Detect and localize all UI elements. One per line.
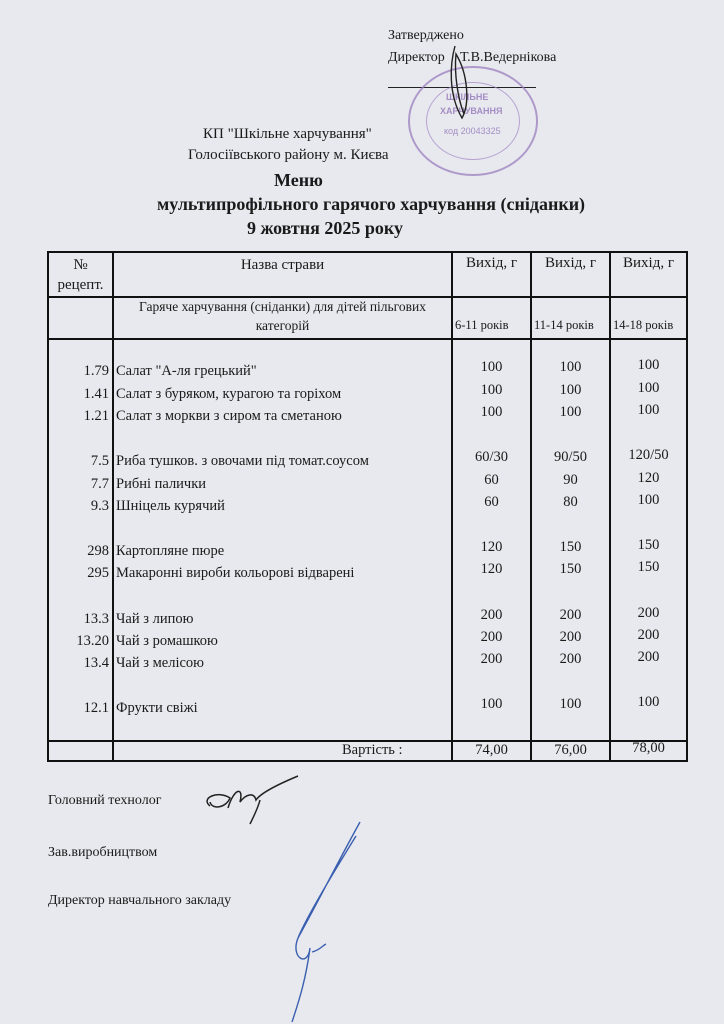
- dish-name: Картопляне пюре: [116, 543, 225, 559]
- row-divider: [47, 296, 688, 298]
- stamp-text-1: ШКІЛЬНЕ: [446, 92, 489, 102]
- output-11-14: 150: [559, 561, 582, 577]
- signature-school-director: Директор навчального закладу: [48, 893, 232, 908]
- dish-name: Шніцель курячий: [116, 498, 225, 514]
- output-11-14: 200: [559, 651, 582, 667]
- menu-date: 9 жовтня 2025 року: [247, 218, 404, 238]
- recipe-number: 9.3: [90, 498, 109, 514]
- recipe-number: 7.7: [90, 476, 109, 492]
- output-11-14: 100: [559, 404, 582, 420]
- output-11-14: 100: [559, 382, 582, 398]
- organization-name: КП "Шкільне харчування": [203, 126, 372, 142]
- age-group-1: 6-11 років: [455, 318, 509, 332]
- category-line-1: Гаряче харчування (сніданки) для дітей пільгових: [139, 299, 426, 314]
- header-output-1: Вихід, г: [466, 255, 517, 271]
- signature-production-head: Зав.виробництвом: [48, 845, 158, 860]
- recipe-number: 1.41: [83, 386, 109, 402]
- output-14-18: 100: [637, 492, 660, 508]
- recipe-number: 13.20: [76, 633, 109, 649]
- header-recipe-no-2: рецепт.: [57, 277, 104, 293]
- dish-name: Чай з ромашкою: [116, 633, 218, 649]
- output-14-18: 200: [637, 627, 660, 643]
- dish-name: Салат з буряком, курагою та горіхом: [116, 386, 342, 402]
- output-14-18: 100: [637, 380, 660, 396]
- stamp-code: код 20043325: [444, 126, 501, 136]
- output-14-18: 200: [637, 649, 660, 665]
- output-14-18: 150: [637, 559, 660, 575]
- director-signature: [440, 44, 480, 124]
- director-label: Директор: [388, 50, 445, 65]
- output-6-11: 200: [480, 629, 503, 645]
- output-11-14: 90/50: [553, 449, 588, 465]
- dish-name: Салат з моркви з сиром та сметаною: [116, 408, 342, 424]
- recipe-number: 12.1: [83, 700, 109, 716]
- output-6-11: 200: [480, 651, 503, 667]
- output-14-18: 150: [637, 537, 660, 553]
- row-divider: [47, 338, 688, 340]
- table-border-bottom: [47, 760, 688, 762]
- age-group-3: 14-18 років: [613, 318, 674, 332]
- age-group-2: 11-14 років: [534, 318, 594, 332]
- output-6-11: 60/30: [474, 449, 509, 465]
- recipe-number: 7.5: [90, 453, 109, 469]
- output-14-18: 100: [637, 402, 660, 418]
- menu-subtitle: мультипрофільного гарячого харчування (сніданки): [157, 194, 586, 214]
- table-border-right: [686, 251, 688, 762]
- total-price-1: 74,00: [475, 742, 508, 758]
- dish-name: Рибні палички: [116, 476, 207, 492]
- output-14-18: 200: [637, 605, 660, 621]
- output-11-14: 200: [559, 629, 582, 645]
- menu-title: Меню: [274, 170, 323, 190]
- output-14-18: 120: [637, 470, 660, 486]
- header-output-3: Вихід, г: [623, 255, 674, 271]
- dish-name: Фрукти свіжі: [116, 700, 198, 716]
- dish-name: Салат "А-ля грецький": [116, 363, 257, 379]
- output-11-14: 90: [563, 472, 578, 488]
- output-6-11: 100: [480, 382, 503, 398]
- table-border-top: [47, 251, 688, 253]
- category-line-2: категорій: [255, 318, 310, 333]
- output-11-14: 150: [559, 539, 582, 555]
- output-6-11: 120: [480, 561, 503, 577]
- dish-name: Риба тушков. з овочами під томат.соусом: [116, 453, 369, 469]
- output-6-11: 60: [484, 494, 499, 510]
- recipe-number: 13.4: [83, 655, 109, 671]
- recipe-number: 1.21: [83, 408, 109, 424]
- output-6-11: 60: [484, 472, 499, 488]
- output-6-11: 200: [480, 607, 503, 623]
- recipe-number: 295: [87, 565, 109, 581]
- output-14-18: 120/50: [628, 447, 669, 463]
- director-name: Т.В.Ведернікова: [460, 50, 557, 65]
- total-price-2: 76,00: [554, 742, 587, 758]
- output-6-11: 120: [480, 539, 503, 555]
- recipe-number: 298: [87, 543, 109, 559]
- output-11-14: 100: [559, 696, 582, 712]
- total-price-3: 78,00: [632, 740, 665, 756]
- stamp-text-2: ХАРЧУВАННЯ: [440, 106, 503, 116]
- dish-name: Чай з липою: [116, 611, 194, 627]
- output-14-18: 100: [637, 694, 660, 710]
- organization-district: Голосіївського району м. Києва: [188, 147, 389, 163]
- approved-label: Затверджено: [388, 28, 464, 43]
- total-label: Вартість :: [342, 742, 403, 758]
- header-recipe-no: №: [73, 257, 88, 273]
- output-6-11: 100: [480, 696, 503, 712]
- output-11-14: 200: [559, 607, 582, 623]
- output-6-11: 100: [480, 359, 503, 375]
- output-11-14: 80: [563, 494, 578, 510]
- recipe-number: 13.3: [83, 611, 109, 627]
- menu-table: [47, 251, 688, 762]
- output-11-14: 100: [559, 359, 582, 375]
- output-6-11: 100: [480, 404, 503, 420]
- output-14-18: 100: [637, 357, 660, 373]
- header-dish-name: Назва страви: [240, 257, 325, 273]
- dish-name: Чай з мелісою: [116, 655, 204, 671]
- director-school-signature: [280, 818, 370, 1024]
- recipe-number: 1.79: [83, 363, 109, 379]
- dish-name: Макаронні вироби кольорові відварені: [116, 565, 355, 581]
- header-output-2: Вихід, г: [545, 255, 596, 271]
- signature-chief-technologist: Головний технолог: [48, 793, 162, 808]
